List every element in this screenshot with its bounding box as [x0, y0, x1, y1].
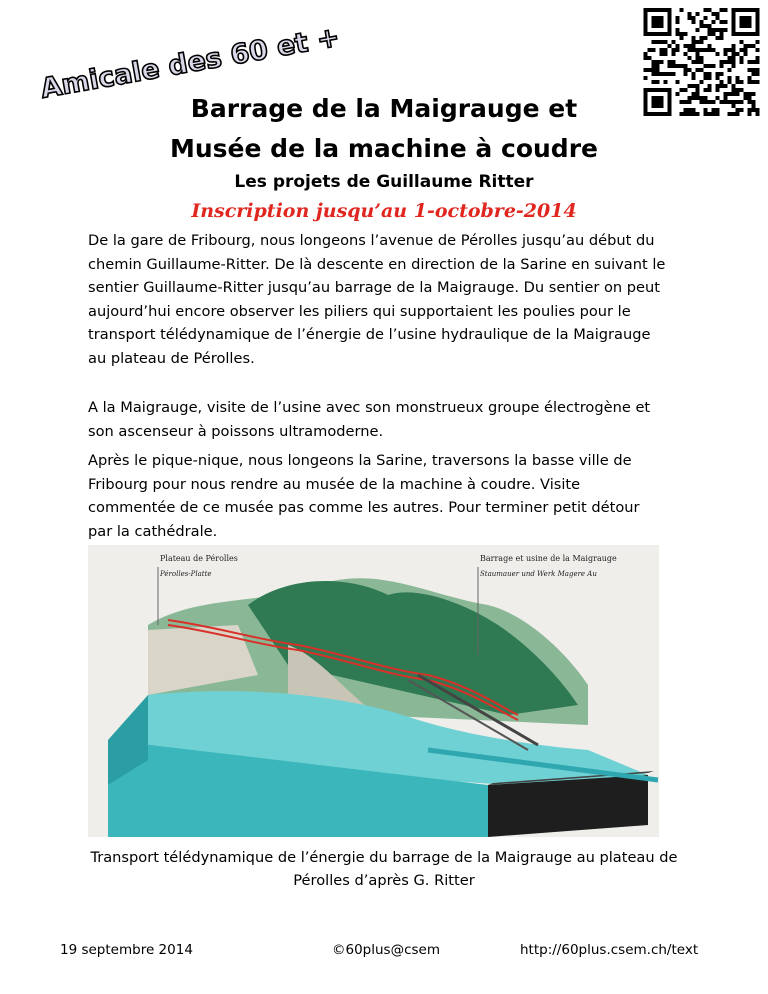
dam-illustration [88, 545, 659, 837]
footer-date: 19 septembre 2014 [60, 942, 193, 958]
paragraph-visit: A la Maigrauge, visite de l’usine avec son monstrueux groupe électrogène et son ascenseur à poissons ultramoderne. [88, 399, 651, 440]
figure-label-right-de: Staumauer und Werk Magere Au [480, 570, 597, 578]
logo-text: Amicale des 60 et + [38, 21, 342, 105]
footer-url[interactable]: http://60plus.csem.ch/text [520, 942, 699, 958]
figure-label-left-de: Pérolles-Platte [160, 570, 212, 578]
figure-label-right: Barrage et usine de la Maigrauge [480, 554, 617, 563]
title-line-2: Musée de la machine à coudre [170, 134, 598, 163]
registration-deadline: Inscription jusqu’au 1-octobre-2014 [191, 200, 577, 222]
footer-copyright: ©60plus@csem [332, 942, 440, 958]
figure-caption: Transport télédynamique de l’énergie du barrage de la Maigrauge au plateau de Pérolles d’après G. Ritter [90, 849, 678, 889]
paragraph-afternoon: Après le pique-nique, nous longeons la Sarine, traversons la basse ville de Fribourg pour nous rendre au musée de la machine à coudre. Visite commentée de ce musée pas comme les autres. Pour terminer petit détour par la cathédrale. [88, 452, 640, 540]
club-logo [34, 21, 342, 105]
title-line-1: Barrage de la Maigrauge et [190, 94, 578, 123]
paragraph-route: De la gare de Fribourg, nous longeons l’avenue de Pérolles jusqu’au début du chemin Guillaume-Ritter. De là descente en direction de la Sarine en suivant le sentier Guillaume-Ritter jusqu’au barrage de la Maigrauge. Du sentier on peut aujourd’hui encore observer les piliers qui supportaient les poulies pour le transport télédynamique de l’énergie de l’usine hydraulique de la Maigrauge au plateau de Pérolles. [88, 232, 666, 367]
subtitle: Les projets de Guillaume Ritter [234, 172, 534, 192]
figure-label-left: Plateau de Pérolles [160, 554, 238, 563]
